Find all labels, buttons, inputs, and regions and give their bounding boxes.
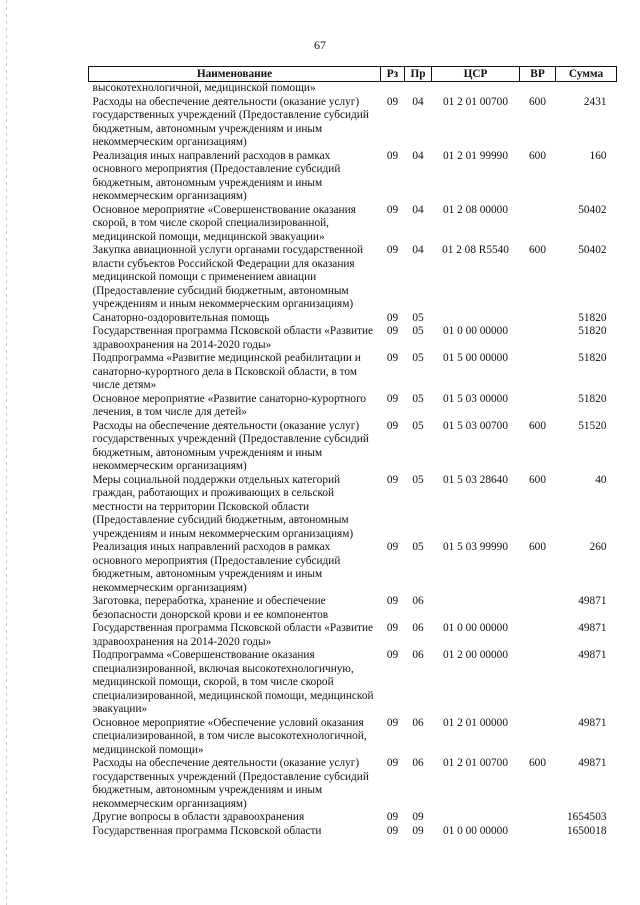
cell-pr: 09 <box>412 824 424 837</box>
cell-name: Расходы на обеспечение деятельности (оказание услуг) государственных учреждений (Предоставление субсидий бюджетным, автономным учреждениям и иным некоммерческим организациям) <box>92 95 369 148</box>
cell-name: Закупка авиационной услуги органами государственной власти субъектов Российской Федерации для оказания медицинской помощи с применением авиации (Предоставление субсидий бюджетным, автономным учреждениям и иным некоммерческим организациям) <box>92 244 364 310</box>
table-row <box>89 96 617 150</box>
header-rz: Рз <box>381 67 405 82</box>
cell-csr: 01 5 03 99990 <box>443 541 508 553</box>
cell-pr: 05 <box>412 392 424 405</box>
table-row <box>89 150 617 204</box>
table-row <box>89 811 617 825</box>
cell-vr <box>520 325 556 352</box>
cell-csr: 01 2 08 R5540 <box>442 244 509 256</box>
table-row <box>89 325 617 352</box>
cell-csr: 01 2 01 00700 <box>443 95 508 108</box>
table-body <box>89 82 617 839</box>
cell-name: Меры социальной поддержки отдельных категорий граждан, работающих и проживающих в сельской местности на территории Псковской области (Предоставление субсидий бюджетным, автономным учреждениям и иным некоммерческим организациям) <box>92 473 354 540</box>
cell-name: Государственная программа Псковской области «Развитие здравоохранения на 2014-2020 годы» <box>92 325 374 351</box>
cell-sum: 160 <box>589 149 607 162</box>
cell-vr <box>520 649 556 717</box>
cell-csr: 01 5 03 28640 <box>443 473 508 486</box>
cell-vr <box>520 811 556 825</box>
cell-vr: 600 <box>529 757 546 769</box>
cell-vr: 600 <box>529 541 546 553</box>
cell-sum: 51820 <box>578 392 607 405</box>
cell-rz: 09 <box>386 595 399 607</box>
cell-rz: 09 <box>386 824 399 837</box>
cell-name: Заготовка, переработка, хранение и обеспечение безопасности донорской крови и ее компонентов <box>92 595 329 621</box>
cell-csr: 01 2 00 00000 <box>443 649 508 661</box>
cell-sum: 50402 <box>578 244 607 256</box>
cell-sum: 51820 <box>578 311 607 324</box>
cell-name: Основное мероприятие «Обеспечение условий оказания специализированной, в том числе высокотехнологичной, медицинской помощи» <box>92 716 367 756</box>
cell-rz: 09 <box>386 473 399 486</box>
cell-sum: 2431 <box>583 95 607 108</box>
cell-rz: 09 <box>386 311 399 324</box>
cell-sum: 49871 <box>578 595 607 607</box>
cell-pr: 04 <box>412 244 424 256</box>
header-vr: ВР <box>520 67 556 82</box>
cell-rz: 09 <box>386 95 399 108</box>
cell-pr: 06 <box>412 622 424 634</box>
cell-csr: 01 0 00 00000 <box>443 824 508 837</box>
table-row <box>89 717 617 758</box>
cell-rz: 09 <box>386 392 399 405</box>
cell-csr <box>432 811 520 825</box>
cell-pr: 05 <box>412 541 424 553</box>
cell-rz: 09 <box>386 149 399 162</box>
cell-vr <box>520 312 556 326</box>
table-row <box>89 204 617 245</box>
cell-rz: 09 <box>386 352 399 364</box>
table-row <box>89 82 617 96</box>
cell-vr: 600 <box>529 473 546 486</box>
cell-name: Расходы на обеспечение деятельности (оказание услуг) государственных учреждений (Предоставление субсидий бюджетным, автономным учреждениям и иным некоммерческим организациям) <box>92 757 369 810</box>
cell-vr <box>520 82 556 96</box>
cell-sum: 260 <box>589 541 607 553</box>
cell-csr: 01 2 01 00000 <box>443 716 508 729</box>
cell-name: Другие вопросы в области здравоохранения <box>92 811 305 823</box>
cell-csr: 01 5 03 00000 <box>443 392 508 405</box>
cell-name: Основное мероприятие «Развитие санаторно-курортного лечения, в том числе для детей» <box>92 392 367 418</box>
cell-vr: 600 <box>529 95 546 108</box>
cell-csr: 01 5 00 00000 <box>443 352 508 364</box>
cell-vr <box>520 204 556 245</box>
cell-name: Подпрограмма «Развитие медицинской реабилитации и санаторно-курортного дела в Псковской области, в том числе детям» <box>92 352 361 391</box>
table-row <box>89 312 617 326</box>
cell-csr <box>432 595 520 622</box>
table-row <box>89 622 617 649</box>
table-row <box>89 474 617 542</box>
cell-rz: 09 <box>386 203 399 216</box>
cell-pr: 05 <box>412 352 424 364</box>
table-row <box>89 393 617 420</box>
cell-sum: 40 <box>595 473 607 486</box>
table-row <box>89 595 617 622</box>
cell-rz: 09 <box>386 811 399 823</box>
cell-pr <box>405 82 432 96</box>
cell-vr <box>520 595 556 622</box>
header-row <box>89 67 617 82</box>
cell-sum: 51820 <box>578 325 607 337</box>
scan-margin-line <box>6 0 7 905</box>
cell-pr: 06 <box>412 757 424 769</box>
cell-rz: 09 <box>386 622 399 634</box>
cell-name: Основное мероприятие «Совершенствование оказания скорой, в том числе скорой специализированной, медицинской помощи, медицинской эвакуации» <box>92 203 356 243</box>
cell-csr: 01 5 03 00700 <box>443 419 508 432</box>
cell-pr: 04 <box>412 149 424 162</box>
cell-rz: 09 <box>386 757 399 769</box>
cell-rz: 09 <box>386 325 399 337</box>
cell-csr: 01 0 00 00000 <box>443 622 508 634</box>
cell-pr: 04 <box>412 203 424 216</box>
cell-csr <box>432 312 520 326</box>
cell-sum: 1654503 <box>566 811 607 823</box>
table-row <box>89 825 617 839</box>
header-csr: ЦСР <box>432 67 520 82</box>
cell-name: высокотехнологичной, медицинской помощи» <box>92 82 316 94</box>
cell-sum: 51820 <box>578 352 607 364</box>
cell-sum: 49871 <box>578 622 607 634</box>
budget-table-container <box>88 66 616 838</box>
cell-pr: 06 <box>412 649 424 661</box>
cell-pr: 04 <box>412 95 424 108</box>
cell-sum: 51520 <box>578 419 607 432</box>
header-sum: Сумма <box>556 67 617 82</box>
cell-rz <box>381 82 405 96</box>
cell-csr: 01 2 01 99990 <box>443 149 508 162</box>
cell-vr: 600 <box>529 419 546 432</box>
cell-csr: 01 0 00 00000 <box>443 325 508 337</box>
cell-rz: 09 <box>386 649 399 661</box>
cell-name: Санаторно-оздоровительная помощь <box>92 311 270 324</box>
header-name: Наименование <box>89 67 381 82</box>
cell-rz: 09 <box>386 541 399 553</box>
cell-vr <box>520 352 556 393</box>
cell-sum: 49871 <box>578 716 607 729</box>
cell-vr <box>520 825 556 839</box>
cell-pr: 05 <box>412 473 424 486</box>
table-row <box>89 244 617 312</box>
header-pr: Пр <box>405 67 432 82</box>
table-row <box>89 649 617 717</box>
cell-pr: 05 <box>412 311 424 324</box>
table-row <box>89 352 617 393</box>
cell-name: Реализация иных направлений расходов в рамках основного мероприятия (Предоставление субсидий бюджетным, автономным учреждениям и иным некоммерческим организациям) <box>92 541 341 594</box>
cell-vr <box>520 393 556 420</box>
table-row <box>89 757 617 811</box>
cell-sum: 49871 <box>578 649 607 661</box>
cell-name: Реализация иных направлений расходов в рамках основного мероприятия (Предоставление субсидий бюджетным, автономным учреждениям и иным некоммерческим организациям) <box>92 149 341 202</box>
cell-name: Государственная программа Псковской области <box>92 824 322 837</box>
cell-sum: 49871 <box>578 757 607 769</box>
cell-rz: 09 <box>386 716 399 729</box>
cell-pr: 06 <box>412 716 424 729</box>
cell-csr: 01 2 01 00700 <box>443 757 508 769</box>
cell-pr: 06 <box>412 595 424 607</box>
cell-vr <box>520 717 556 758</box>
table-row <box>89 541 617 595</box>
cell-pr: 09 <box>412 811 424 823</box>
cell-vr: 600 <box>529 244 546 256</box>
cell-csr <box>432 82 520 96</box>
page-number: 67 <box>314 38 326 52</box>
cell-rz: 09 <box>386 244 399 256</box>
cell-sum <box>556 82 617 96</box>
cell-name: Государственная программа Псковской области «Развитие здравоохранения на 2014-2020 годы» <box>92 622 374 648</box>
cell-sum: 50402 <box>578 203 607 216</box>
cell-name: Подпрограмма «Совершенствование оказания специализированной, включая высокотехнологичную, медицинской помощи, скорой, в том числе скорой специализированной, медицинской помощи, медицинской эвакуации» <box>92 649 374 715</box>
budget-table <box>88 66 617 838</box>
cell-rz: 09 <box>386 419 399 432</box>
cell-pr: 05 <box>412 325 424 337</box>
cell-sum: 1650018 <box>566 824 607 837</box>
cell-name: Расходы на обеспечение деятельности (оказание услуг) государственных учреждений (Предоставление субсидий бюджетным, автономным учреждениям и иным некоммерческим организациям) <box>92 419 369 472</box>
cell-csr: 01 2 08 00000 <box>443 203 508 216</box>
cell-vr: 600 <box>529 149 546 162</box>
cell-vr <box>520 622 556 649</box>
table-row <box>89 420 617 474</box>
cell-pr: 05 <box>412 419 424 432</box>
table-header <box>89 67 617 82</box>
